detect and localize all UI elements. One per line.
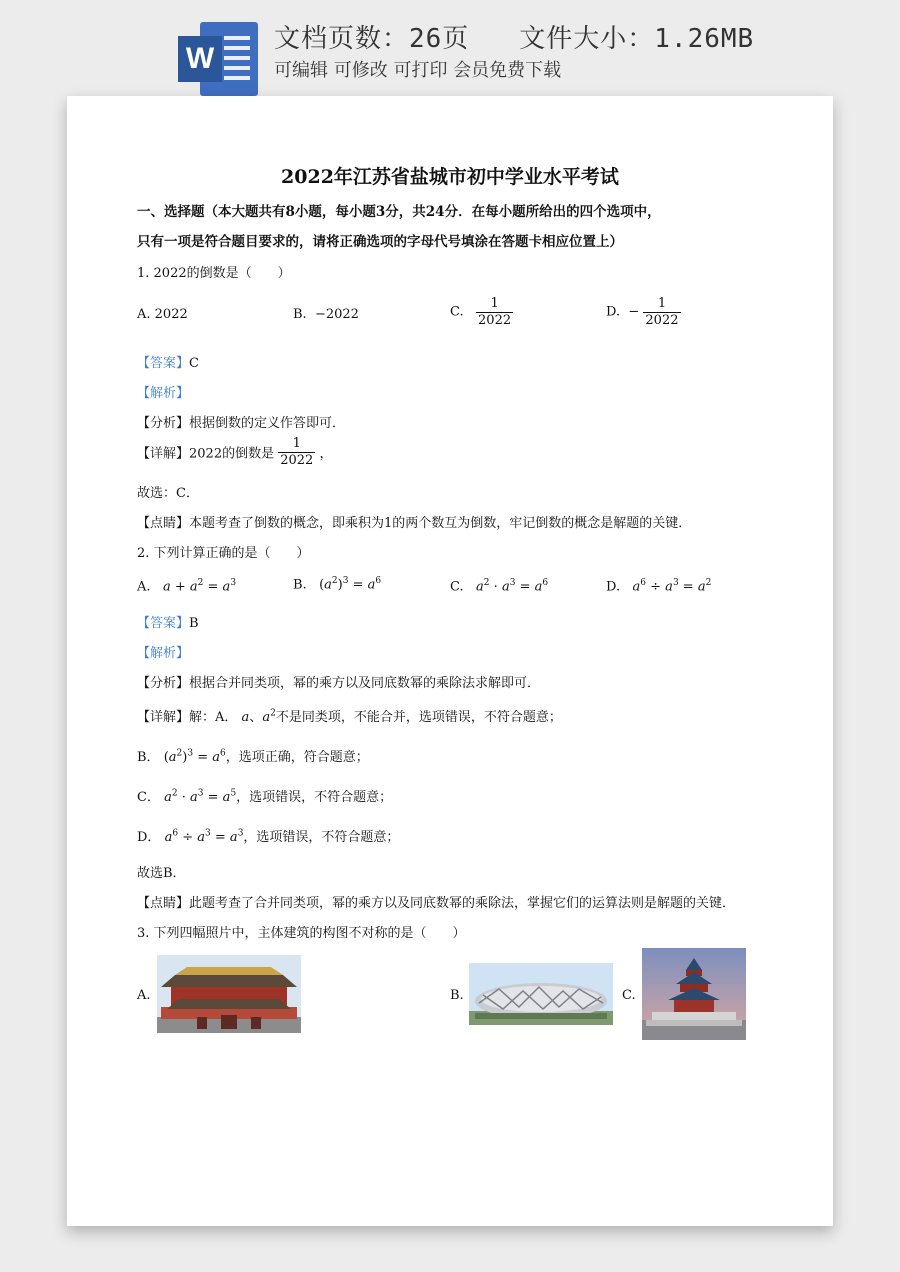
q3-option-a-label: A. — [137, 988, 151, 1003]
q2-analysis-tag: 【解析】 — [137, 646, 190, 661]
section-heading-line1: 一、选择题（本大题共有8小题，每小题3分，共24分．在每小题所给出的四个选项中， — [137, 204, 661, 220]
q1-analysis-tag: 【解析】 — [137, 386, 190, 401]
q2-guxuan: 故选B． — [137, 866, 186, 881]
q1-xiangjie: 【详解】2022的倒数是 $\frac{1}{2022}$ ， — [137, 436, 333, 468]
q2-option-a: A. $a + a^2 = a^3$ — [137, 578, 237, 595]
q1-option-b: B. −2022 — [293, 307, 359, 322]
q2-option-d: D. $a^6 \div a^3 = a^2$ — [606, 578, 712, 595]
word-document-icon: W — [178, 22, 258, 96]
q3-option-c-label: C. — [622, 988, 636, 1003]
q2-fenxi: 【分析】根据合并同类项，幂的乘方以及同底数幂的乘除法求解即可． — [137, 676, 541, 691]
q2-option-b: B. $(a^2)^3 = a^6$ — [293, 576, 382, 593]
q2-line-c: C． $a^2 \cdot a^3 = a^5$，选项错误，不符合题意； — [137, 788, 393, 805]
section-heading-line2: 只有一项是符合题目要求的，请将正确选项的字母代号填涂在答题卡相应位置上） — [137, 234, 623, 250]
question-3-stem: 3. 下列四幅照片中，主体建筑的构图不对称的是（ ） — [137, 926, 466, 941]
q1-answer: 【答案】C — [137, 356, 199, 371]
q2-xiangjie: 【详解】解：A． a、$a^2$不是同类项，不能合并，选项错误，不符合题意； — [137, 708, 562, 725]
q1-option-c: C. $\frac{1}{2022}$ — [450, 296, 512, 328]
file-features-line: 可编辑 可修改 可打印 会员免费下载 — [274, 60, 562, 81]
q1-dianjing: 【点睛】本题考查了倒数的概念，即乘积为1的两个数互为倒数，牢记倒数的概念是解题的关键． — [137, 516, 692, 531]
file-info-line: 文档页数：26页 文件大小：1.26MB — [274, 24, 755, 54]
q1-option-d: D. − $\frac{1}{2022}$ — [606, 296, 679, 328]
document-title: 2022年江苏省盐城市初中学业水平考试 — [281, 166, 619, 188]
download-banner — [0, 0, 900, 96]
q2-answer: 【答案】B — [137, 616, 199, 631]
fraction: $\frac{1}{2022}$ — [478, 296, 512, 328]
q3-option-b-label: B. — [450, 988, 464, 1003]
birds-nest-stadium-photo — [469, 963, 613, 1025]
fraction: $\frac{1}{2022}$ — [645, 296, 679, 328]
q1-option-a: A. 2022 — [137, 307, 188, 322]
q2-dianjing: 【点睛】此题考查了合并同类项，幂的乘方以及同底数幂的乘除法，掌握它们的运算法则是解题的关键． — [137, 896, 736, 911]
forbidden-city-gate-photo — [157, 955, 301, 1033]
question-2-stem: 2. 下列计算正确的是（ ） — [137, 546, 310, 561]
q2-line-d: D． $a^6 \div a^3 = a^3$，选项错误，不符合题意； — [137, 828, 400, 845]
q1-guxuan: 故选：C． — [137, 486, 199, 501]
question-1-stem: 1. 2022的倒数是（ ） — [137, 266, 291, 281]
q2-option-c: C. $a^2 \cdot a^3 = a^6$ — [450, 578, 549, 595]
q1-fenxi: 【分析】根据倒数的定义作答即可． — [137, 416, 346, 431]
document-page — [67, 96, 833, 1226]
temple-of-heaven-photo — [642, 948, 746, 1040]
q2-line-b: B． $(a^2)^3 = a^6$，选项正确，符合题意； — [137, 748, 369, 765]
fraction: $\frac{1}{2022}$ — [280, 436, 314, 468]
